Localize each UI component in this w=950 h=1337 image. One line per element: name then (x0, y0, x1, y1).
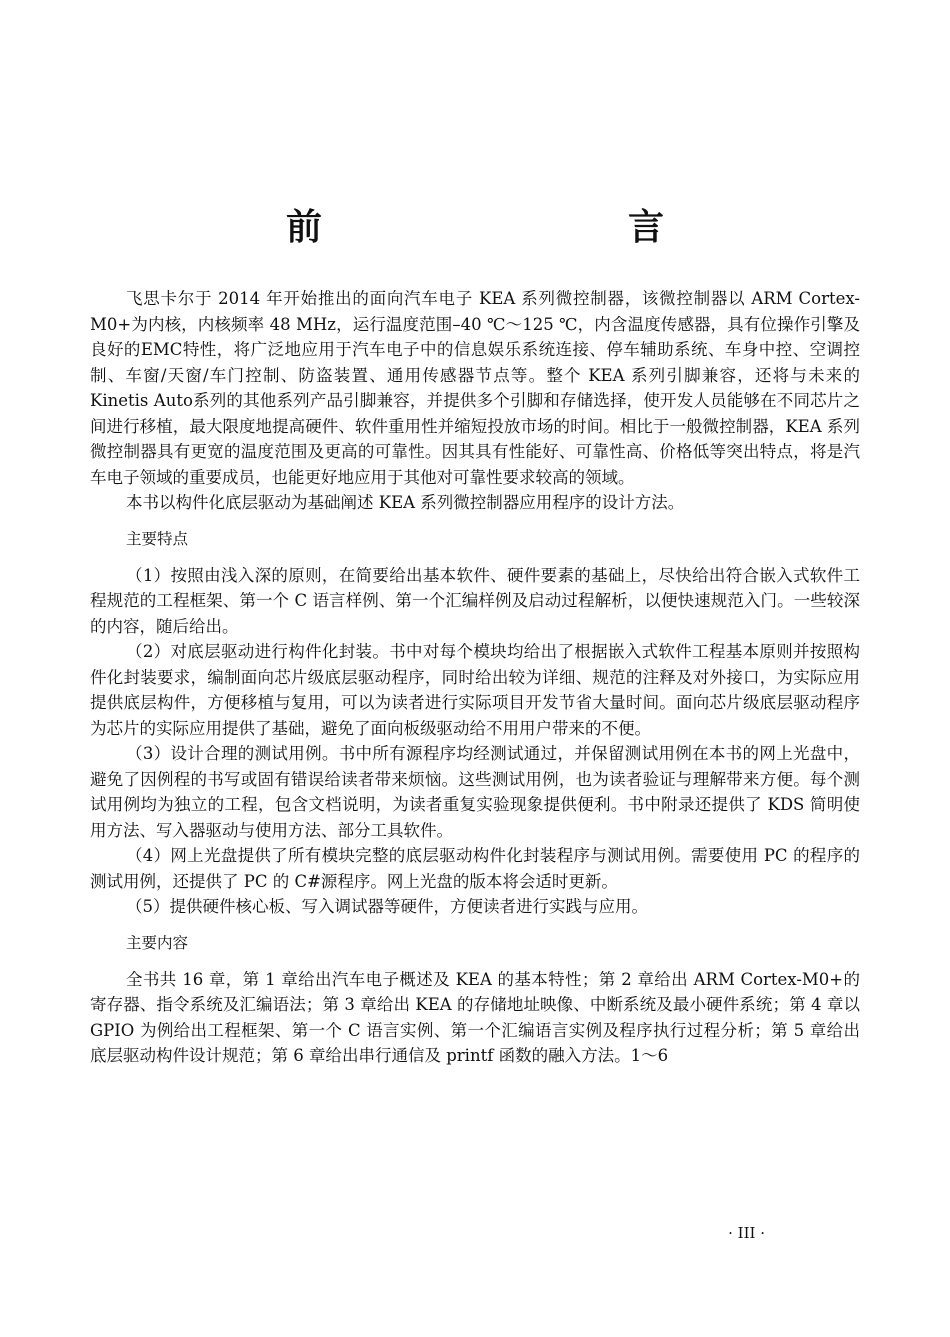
document-body (90, 286, 860, 1069)
contents-heading: 主要内容 (126, 933, 189, 952)
intro-paragraph-2: 本书以构件化底层驱动为基础阐述 KEA 系列微控制器应用程序的设计方法。 (126, 493, 685, 512)
features-heading: 主要特点 (126, 529, 189, 548)
contents-paragraph-1: 全书共 16 章，第 1 章给出汽车电子概述及 KEA 的基本特性；第 2 章给出 ARM Cortex-M0+的寄存器、指令系统及汇编语法；第 3 章给出 KEA 的存储地址映像、中断系统及最小硬件系统；第 4 章以 GPIO 为例给出工程框架、第一个 C 语言实例、第一个汇编语言实例及程序执行过程分析；第 5 章给出底层驱动构件设计规范；第 6 章给出串行通信及 printf 函数的融入方法。1～6 (90, 969, 860, 1065)
feature-item-1: （1）按照由浅入深的原则，在简要给出基本软件、硬件要素的基础上，尽快给出符合嵌入式软件工程规范的工程框架、第一个 C 语言样例、第一个汇编样例及启动过程解析，以便快速规范入门。一些较深的内容，随后给出。 (90, 565, 860, 636)
document-page (90, 0, 860, 1337)
feature-item-2: （2）对底层驱动进行构件化封装。书中对每个模块均给出了根据嵌入式软件工程基本原则并按照构件化封装要求，编制面向芯片级底层驱动程序，同时给出较为详细、规范的注释及对外接口，为实际应用提供底层构件，方便移植与复用，可以为读者进行实际项目开发节省大量时间。面向芯片级底层驱动程序为芯片的实际应用提供了基础，避免了面向板级驱动给不用用户带来的不便。 (90, 642, 860, 738)
intro-paragraph-1: 飞思卡尔于 2014 年开始推出的面向汽车电子 KEA 系列微控制器，该微控制器以 ARM Cortex-M0+为内核，内核频率 48 MHz，运行温度范围–40 ℃～125 ℃，内含温度传感器，具有位操作引擎及良好的EMC特性，将广泛地应用于汽车电子中的信息娱乐系统连接、停车辅助系统、车身中控、空调控制、车窗/天窗/车门控制、防盗装置、通用传感器节点等。整个 KEA 系列引脚兼容，还将与未来的Kinetis Auto系列的其他系列产品引脚兼容，并提供多个引脚和存储选择，使开发人员能够在不同芯片之间进行移植，最大限度地提高硬件、软件重用性并缩短投放市场的时间。相比于一般微控制器，KEA 系列微控制器具有更宽的温度范围及更高的可靠性。因其具有性能好、可靠性高、价格低等突出特点，将是汽车电子领域的重要成员，也能更好地应用于其他对可靠性要求较高的领域。 (90, 289, 860, 487)
page-title: 前 言 (285, 207, 742, 249)
feature-item-3: （3）设计合理的测试用例。书中所有源程序均经测试通过，并保留测试用例在本书的网上光盘中，避免了因例程的书写或固有错误给读者带来烦恼。这些测试用例，也为读者验证与理解带来方便。每个测试用例均为独立的工程，包含文档说明，为读者重复实验现象提供便利。书中附录还提供了 KDS 简明使用方法、写入器驱动与使用方法、部分工具软件。 (90, 744, 860, 840)
page-number: · III · (728, 1224, 765, 1242)
feature-item-4: （4）网上光盘提供了所有模块完整的底层驱动构件化封装程序与测试用例。需要使用 PC 的程序的测试用例，还提供了 PC 的 C#源程序。网上光盘的版本将会适时更新。 (90, 846, 860, 891)
feature-item-5: （5）提供硬件核心板、写入调试器等硬件，方便读者进行实践与应用。 (126, 897, 648, 916)
